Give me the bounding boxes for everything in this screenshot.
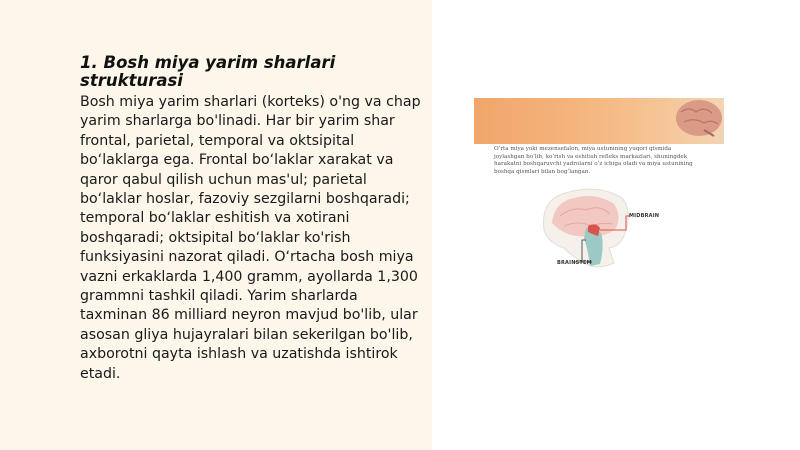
figure-caption: O‘rta miya yoki mezensefalon, miya ustunining yuqori qismida joylashgan bo‘lib, ko‘rish va eshitish refleks markazlari, shuningdek harakatni boshqaruvchi yadrolarni o‘z ichiga oladi va miya ustunining boshqa qismlari bilan bog‘langan. [494, 146, 693, 175]
brainstem-label: BRAINSTEM [557, 260, 592, 266]
slide-body: Bosh miya yarim sharlari (korteks) o'ng va chap yarim sharlarga bo'linadi. Har bir yarim shar frontal, parietal, temporal va oktsipital bo‘laklarga ega. Frontal bo‘laklar xarakat va qaror qabul qilish uchun mas'ul; parietal bo‘laklar hoslar, fazoviy sezgilarni boshqaradi; temporal bo‘laklar eshitish va xotirani boshqaradi; oktsipital bo‘laklar ko'rish funksiyasini nazorat qiladi. O‘rtacha bosh miya vazni erkaklarda 1,400 gramm, ayollarda 1,300 grammni tashkil qiladi. Yarim sharlarda taxminan 86 milliard neyron mavjud bo'lib, ular asosan gliya hujayralari bilan sekerilgan bo'lib, axborotni qayta ishlash va uzatishda ishtirok etadi. [80, 94, 421, 382]
banner-brain-icon [676, 100, 722, 136]
brain-figure [474, 98, 724, 273]
brain-illustration [474, 98, 724, 273]
slide-title: 1. Bosh miya yarim sharlari strukturasi [80, 53, 336, 90]
head-outline [544, 189, 629, 267]
midbrain-label: MIDBRAIN [629, 213, 660, 219]
